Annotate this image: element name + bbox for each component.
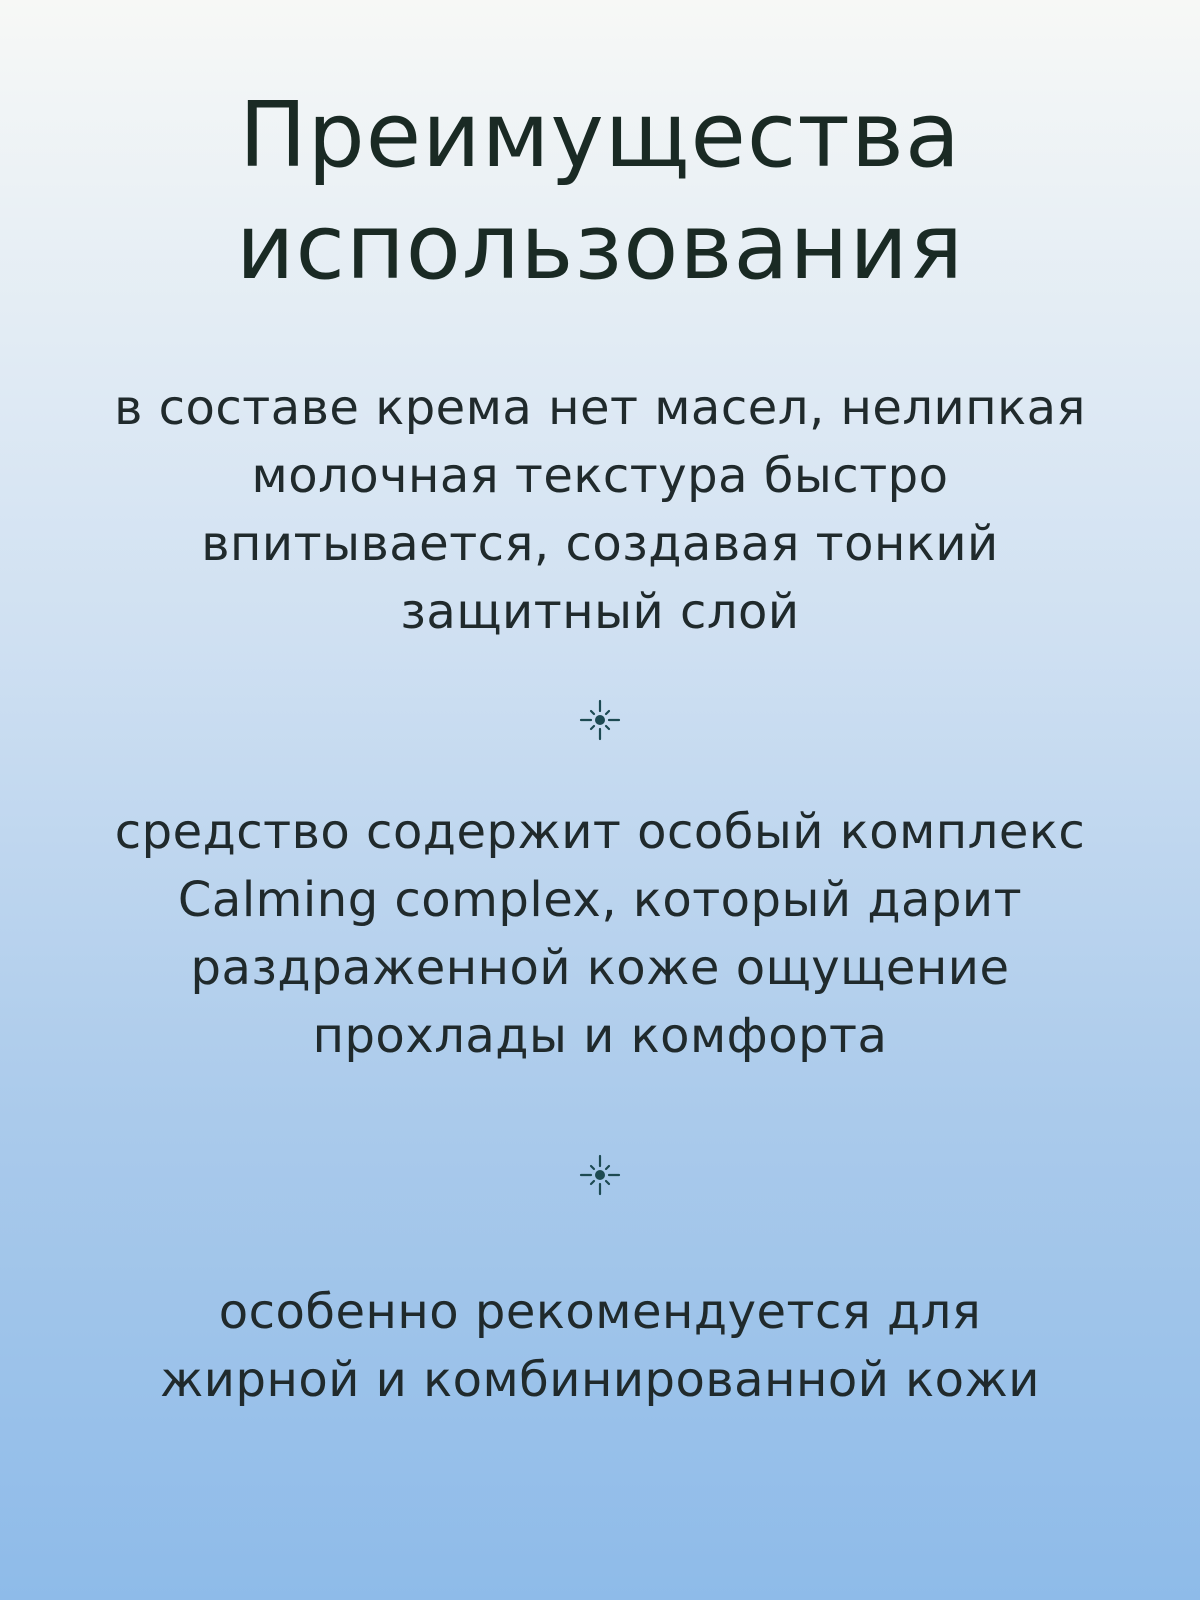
title-line-1: Преимущества bbox=[238, 83, 962, 188]
benefit-3-line-1: особенно рекомендуется для bbox=[218, 1284, 982, 1340]
page-title bbox=[100, 80, 1100, 304]
benefit-text-1 bbox=[80, 374, 1120, 646]
benefit-3-line-2: жирной и комбинированной кожи bbox=[160, 1352, 1040, 1408]
benefit-2-line-3: раздраженной коже ощущение bbox=[190, 940, 1010, 996]
sparkle-icon bbox=[575, 1150, 625, 1200]
benefit-2-line-1: средство содержит особый комплекс bbox=[114, 804, 1086, 860]
benefit-text-2 bbox=[80, 798, 1120, 1070]
benefit-1-line-4: защитный слой bbox=[400, 584, 800, 640]
benefit-1-line-3: впитывается, создавая тонкий bbox=[201, 516, 999, 572]
benefit-2-line-2: Calming complex, который дарит bbox=[177, 872, 1023, 928]
sparkle-icon bbox=[575, 695, 625, 745]
benefit-1-line-1: в составе крема нет масел, нелипкая bbox=[114, 380, 1086, 436]
benefit-text-3 bbox=[80, 1278, 1120, 1414]
benefit-2-line-4: прохлады и комфорта bbox=[312, 1008, 888, 1064]
benefit-1-line-2: молочная текстура быстро bbox=[251, 448, 949, 504]
title-line-2: использования bbox=[235, 195, 965, 300]
